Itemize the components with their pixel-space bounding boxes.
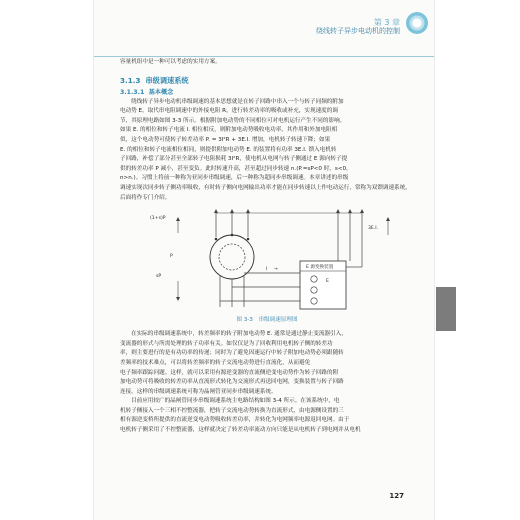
terminal-dot bbox=[215, 238, 218, 241]
subsection-title: 基本概念 bbox=[148, 88, 174, 96]
text-line: 子回路，补偿了部分甚至全部转子电阻损耗 3I²R，使电机从电网与转子侧通过 E 源向转子提 bbox=[120, 156, 348, 163]
text-line: 绕线转子异步电动机串级调速的基本思想就是在转子回路中串入一个与转子同频的附加 bbox=[131, 98, 344, 105]
arrow-up-icon bbox=[230, 209, 234, 213]
text-line: E. 的相位和转子电流相位相同，则提供附加电动势 E. 的装置将有功率 3E.I. 馈入电机转 bbox=[120, 146, 337, 153]
subsection-heading bbox=[120, 87, 414, 98]
text-line: 供的转差功率 P 减小，甚至变负。此时转速升高，甚至超过同步转速 n.(P.=sP<0 时，s<0， bbox=[120, 165, 352, 172]
book-page bbox=[94, 0, 434, 520]
text-line: 电子频率跟踪问题。这样，就可以采用有源逆变器的直流侧逆变电动势作为转子回路的附 bbox=[120, 369, 339, 376]
motor-rotor-symbol bbox=[219, 244, 245, 270]
terminal-dot bbox=[231, 234, 234, 237]
chapter-number: 第 3 章 bbox=[373, 18, 400, 27]
arrow-up-icon bbox=[176, 217, 180, 221]
text-line: 调速实现次同步转子侧功率吸收，有时转子侧向电网输出功率才能在同步转速以上作电动运行，常称为双馈调速系统， bbox=[120, 184, 411, 191]
figure-caption: 图 3-3 串级调速原理图 bbox=[236, 317, 298, 324]
device-title: E 源变换装置 bbox=[306, 265, 334, 271]
label-supply-power: (1+s)P bbox=[150, 216, 166, 222]
text-line: 后面将作专门介绍。 bbox=[120, 194, 171, 201]
section-number: 3.1.3 bbox=[120, 75, 141, 85]
text-line: 机转子侧接入一个三相不控整流器，把转子交流电动势转换为直流形式，由电源侧设置的三 bbox=[120, 407, 344, 414]
section-title: 串级调速系统 bbox=[145, 75, 189, 85]
page-header bbox=[94, 0, 434, 57]
text-line: 连接。这样的串级调速系统可称为晶闸管亚同步串级调速系统。 bbox=[120, 388, 277, 395]
terminal-dot bbox=[247, 238, 250, 241]
paragraph-2 bbox=[120, 330, 414, 397]
chapter-title: 绕线转子异步电动机的控制 bbox=[316, 27, 400, 35]
text-line: 在实际的串级调速系统中，转差频率的转子附加电动势 E. 通常是通过静止变流器引入， bbox=[131, 331, 347, 338]
device-e-label: E bbox=[326, 279, 329, 285]
arrow-up-icon bbox=[386, 217, 390, 221]
arrow-up-icon bbox=[360, 209, 364, 213]
label-slip-power: sP bbox=[156, 274, 162, 280]
text-line: 变流器的形式与所需处理的转子功率有关。如仅仅是为了回收利用电机转子侧的转差功 bbox=[120, 340, 333, 347]
motor-stator-symbol bbox=[210, 235, 254, 279]
current-arrow: → bbox=[274, 267, 278, 273]
arrow-up-icon bbox=[348, 209, 352, 213]
arrow-down-icon bbox=[176, 297, 180, 301]
section-heading bbox=[120, 74, 414, 87]
text-line: 节，其原理电路如图 3-3 所示。根据附加电动势的不同相位可对电机运行产生不同的影响。 bbox=[120, 117, 346, 124]
paragraph-3 bbox=[120, 397, 414, 435]
text-line: 电机转子侧采用了不控整流器，这样就决定了转差功率流动方向只能是从电机转子到电网并从电机 bbox=[120, 427, 361, 434]
text-line: 目前应用较广的晶闸管同步串级调速系统主电路结构如图 3-4 所示。在该系统中，电 bbox=[131, 398, 340, 405]
arrow-up-icon bbox=[246, 209, 250, 213]
label-source-power: 3E.I. bbox=[368, 226, 379, 232]
arrow-up-icon bbox=[214, 209, 218, 213]
circuit-diagram bbox=[120, 207, 414, 315]
text-line: 相有源逆变桥所提供的直流逆变电动势吸收转差功率，并转化为电网频率电源返回电网。由于 bbox=[120, 417, 350, 424]
paragraph-1 bbox=[120, 98, 414, 204]
text-line: n>n.)。习惯上将前一种称为亚同步串级调速，后一种称为超同步串级调速。本章讲述的串级 bbox=[120, 175, 349, 182]
label-current: I bbox=[266, 267, 268, 273]
circuit-figure bbox=[120, 207, 414, 315]
text-line: 似，这个电动势可使转子转差功率 P. = 3I²R + 3E.I. 增加，电机转子转速下降；如果 bbox=[120, 136, 331, 143]
text-line: 如果 E. 的相位和转子电流 I. 相位相反，则附加电动势吸收电功率，其作用和外加电阻相 bbox=[120, 127, 338, 134]
intro-line: 容量机组中是一种可以考虑的实用方案。 bbox=[120, 59, 221, 65]
subsection-number: 3.1.3.1 bbox=[120, 88, 145, 96]
text-line: 电动势 E。取代串电阻调速中的外接电阻 R，进行转差功率的吸收或补充，实现速度的调 bbox=[120, 108, 338, 115]
label-motor-power: P bbox=[170, 254, 173, 260]
page-content bbox=[120, 58, 414, 436]
chapter-tag bbox=[316, 18, 400, 36]
text-line: 加电动势可将吸收的转差功率从直流形式转化为交流形式再送回电网，变换装置与转子回路 bbox=[120, 379, 344, 386]
arrow-up-icon bbox=[336, 209, 340, 213]
text-line: 差频率的技术难点，可以将转差频率的转子交流电动势进行直流化，从而避免 bbox=[120, 359, 311, 366]
page-number: 127 bbox=[389, 492, 404, 500]
side-thumb-tab bbox=[436, 287, 456, 331]
chapter-ring-icon bbox=[406, 12, 428, 34]
text-line: 率，则主要进行的是有功功率的传递；同时为了避免因速运行中转子附加电动势必须跟随转 bbox=[120, 350, 344, 357]
